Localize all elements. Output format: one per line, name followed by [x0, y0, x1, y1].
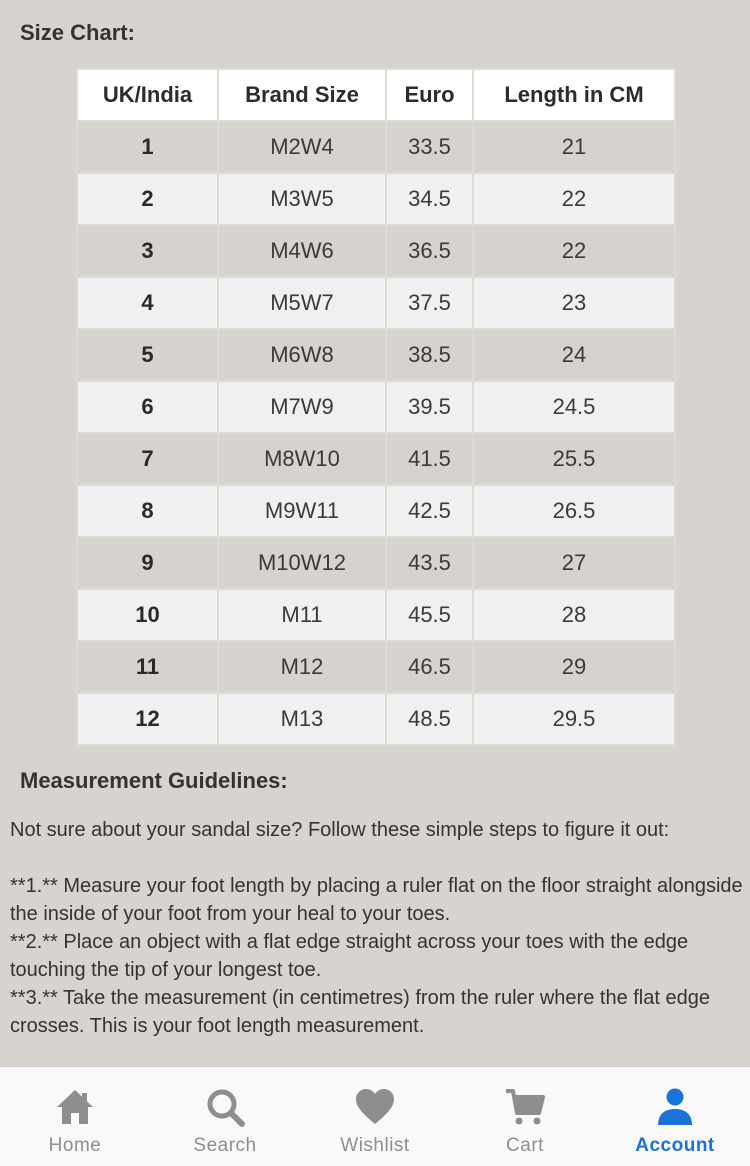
- cell-brand-size: M12: [218, 641, 386, 693]
- size-chart-title: Size Chart:: [20, 20, 135, 45]
- cell-length-cm: 26.5: [473, 485, 675, 537]
- tab-label-account: Account: [635, 1135, 715, 1156]
- table-row: [77, 433, 675, 485]
- guideline-step-3: **3.** Take the measurement (in centimetres) from the ruler where the flat edge crosses. This is your foot length measurement.: [10, 987, 710, 1037]
- size-chart-table: [76, 68, 676, 746]
- cell-uk-india: 12: [77, 693, 218, 745]
- guideline-step-1: **1.** Measure your foot length by placing a ruler flat on the floor straight alongside the inside of your foot from your heal to your toes.: [10, 875, 743, 925]
- cell-euro: 42.5: [386, 485, 473, 537]
- cell-euro: 48.5: [386, 693, 473, 745]
- cell-uk-india: 11: [77, 641, 218, 693]
- cell-brand-size: M5W7: [218, 277, 386, 329]
- cell-brand-size: M8W10: [218, 433, 386, 485]
- cell-brand-size: M11: [218, 589, 386, 641]
- cell-euro: 41.5: [386, 433, 473, 485]
- cell-euro: 34.5: [386, 173, 473, 225]
- table-row: [77, 173, 675, 225]
- cell-length-cm: 28: [473, 589, 675, 641]
- table-row: [77, 277, 675, 329]
- table-header-row: [77, 69, 675, 121]
- cell-euro: 38.5: [386, 329, 473, 381]
- tab-wishlist[interactable]: [300, 1067, 450, 1166]
- heart-icon: [353, 1085, 397, 1129]
- table-row: [77, 589, 675, 641]
- measurement-guidelines-title: Measurement Guidelines:: [20, 768, 288, 793]
- guidelines-steps: [10, 872, 750, 1040]
- cell-euro: 45.5: [386, 589, 473, 641]
- tab-label-cart: Cart: [506, 1135, 544, 1156]
- cell-length-cm: 23: [473, 277, 675, 329]
- column-header-euro: Euro: [386, 69, 473, 121]
- cell-brand-size: M7W9: [218, 381, 386, 433]
- cell-length-cm: 25.5: [473, 433, 675, 485]
- table-row: [77, 537, 675, 589]
- tab-account[interactable]: [600, 1067, 750, 1166]
- cell-length-cm: 22: [473, 225, 675, 277]
- cell-brand-size: M10W12: [218, 537, 386, 589]
- cell-uk-india: 5: [77, 329, 218, 381]
- tab-label-wishlist: Wishlist: [340, 1135, 410, 1156]
- cell-brand-size: M6W8: [218, 329, 386, 381]
- search-icon: [203, 1085, 247, 1129]
- tab-home[interactable]: [0, 1067, 150, 1166]
- table-row: [77, 485, 675, 537]
- table-row: [77, 693, 675, 745]
- cell-uk-india: 6: [77, 381, 218, 433]
- cell-length-cm: 24: [473, 329, 675, 381]
- cell-euro: 36.5: [386, 225, 473, 277]
- cell-length-cm: 24.5: [473, 381, 675, 433]
- guideline-step-2: **2.** Place an object with a flat edge straight across your toes with the edge touching the tip of your longest toe.: [10, 931, 689, 981]
- cell-uk-india: 9: [77, 537, 218, 589]
- cell-euro: 46.5: [386, 641, 473, 693]
- cell-length-cm: 27: [473, 537, 675, 589]
- cell-uk-india: 7: [77, 433, 218, 485]
- cell-uk-india: 1: [77, 121, 218, 173]
- tab-label-home: Home: [48, 1135, 102, 1156]
- cell-euro: 33.5: [386, 121, 473, 173]
- cell-uk-india: 8: [77, 485, 218, 537]
- column-header-brand-size: Brand Size: [218, 69, 386, 121]
- cell-length-cm: 29: [473, 641, 675, 693]
- table-row: [77, 381, 675, 433]
- cell-uk-india: 2: [77, 173, 218, 225]
- guidelines-intro: Not sure about your sandal size? Follow these simple steps to figure it out:: [10, 819, 670, 841]
- cell-length-cm: 29.5: [473, 693, 675, 745]
- cell-uk-india: 4: [77, 277, 218, 329]
- table-row: [77, 641, 675, 693]
- cart-icon: [503, 1085, 547, 1129]
- bottom-tab-bar: [0, 1066, 750, 1166]
- cell-brand-size: M13: [218, 693, 386, 745]
- table-row: [77, 329, 675, 381]
- home-icon: [53, 1085, 97, 1129]
- account-icon: [653, 1085, 697, 1129]
- column-header-uk-india: UK/India: [77, 69, 218, 121]
- table-row: [77, 225, 675, 277]
- cell-length-cm: 21: [473, 121, 675, 173]
- tab-search[interactable]: [150, 1067, 300, 1166]
- cell-brand-size: M9W11: [218, 485, 386, 537]
- cell-brand-size: M4W6: [218, 225, 386, 277]
- cell-euro: 39.5: [386, 381, 473, 433]
- tab-label-search: Search: [193, 1135, 257, 1156]
- cell-uk-india: 10: [77, 589, 218, 641]
- cell-euro: 37.5: [386, 277, 473, 329]
- column-header-length-cm: Length in CM: [473, 69, 675, 121]
- cell-euro: 43.5: [386, 537, 473, 589]
- cell-length-cm: 22: [473, 173, 675, 225]
- cell-brand-size: M3W5: [218, 173, 386, 225]
- tab-cart[interactable]: [450, 1067, 600, 1166]
- cell-brand-size: M2W4: [218, 121, 386, 173]
- table-row: [77, 121, 675, 173]
- cell-uk-india: 3: [77, 225, 218, 277]
